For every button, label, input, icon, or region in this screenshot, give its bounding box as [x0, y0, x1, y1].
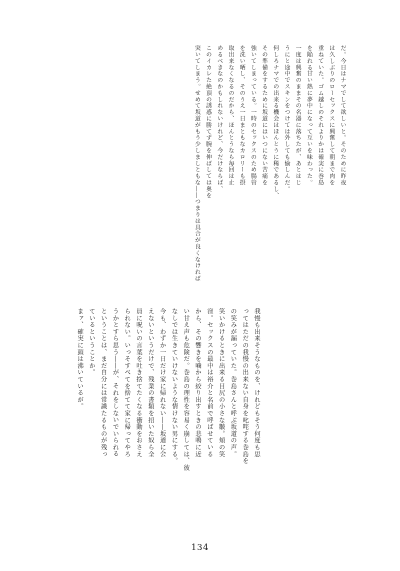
page-number: 134: [191, 543, 209, 553]
text-line: は久しぶりのローセックスに興奮して朝まで肉を: [327, 45, 334, 186]
text-line: を洗い晒し、そのうえ一日まともなカロリーも摂: [238, 45, 245, 186]
text-line: まァ、確実に頭は沸いているが。: [76, 308, 84, 410]
text-line: 突いてしまう。せめて坂道がもう少しましともな――つまりは具合が良くなければ: [193, 45, 200, 282]
text-line: 員に呪いの言葉を吐き捨てたくなる衝動をおさえ: [135, 308, 143, 458]
text-line: 今も、わずか一日だけ家に帰れない――坂道に会: [158, 308, 166, 458]
text-line: めるべきなのかもしれないけれど、今だけならば、: [215, 45, 222, 193]
text-line: ているということか。: [87, 308, 95, 376]
text-line: なしでは生きていけないような情けない男にする。: [170, 308, 178, 465]
text-line: ってはただの我慢の出来ない自身を叱咤する巻島を: [241, 308, 249, 465]
text-line: 一度は興奮のままその名器に落ちたが、あとはじ: [294, 45, 301, 186]
text-line: 我慢も出来そうなものを、けれどもそう何度も思: [253, 308, 260, 458]
text-line: その準備をするために坂道にはいつにない苦痛を: [260, 45, 267, 186]
upper-text-block: [46, 45, 347, 285]
text-line: うにと途中でスキンをつけては外しても愉しんだ。: [282, 45, 289, 193]
text-line: ということは、まだ自分には常識たるものが残っ: [99, 308, 107, 458]
text-line: られない。いっそすべてを捨てて家に帰ってやろ: [123, 308, 131, 458]
text-line: うかとすら思う――が、それをしないでいられる: [111, 308, 119, 458]
text-line: 窪。セックスの最中は裕介と名前で呼ばせている: [205, 308, 213, 458]
text-line: 取出来なくなるのだから、ほんとうなら毎回は止: [226, 45, 233, 186]
lower-text-block: [36, 308, 262, 474]
text-line: 強いてしまっている。一時のセックスのため腸管: [249, 45, 256, 186]
text-line: このイカレた絶頂の誘惑に勝てず腕を伸ばしては奥を: [204, 45, 211, 199]
text-line: 笑いかけるときに出来る目尻の小さな皺。頬の笑: [217, 308, 225, 458]
text-line: を陥れる甘い熱に夢中になって互いを味わった。: [305, 45, 312, 186]
text-line: から、その響きを噛から絞り出すときの悲鳴に近: [194, 308, 202, 458]
text-line: い甘え声も危険だ。巻島の理性を容易く崩しては、彼: [182, 308, 190, 472]
text-line: 重ねていた。ゴム越しのそれよりかは確実に巻島: [316, 45, 323, 186]
text-line: 何しろナマでの出来る機会はほんとうに稀であるし、: [271, 45, 278, 199]
text-line: えないというだけで、残業の書類を招いた奴ら全: [146, 308, 154, 458]
text-line: だ。今日はナマでして欲しいと。そのために昨夜: [339, 45, 345, 186]
text-line: の笑みが漏っていた。巻島さんと呼ぶ坂道の声。: [229, 308, 237, 458]
